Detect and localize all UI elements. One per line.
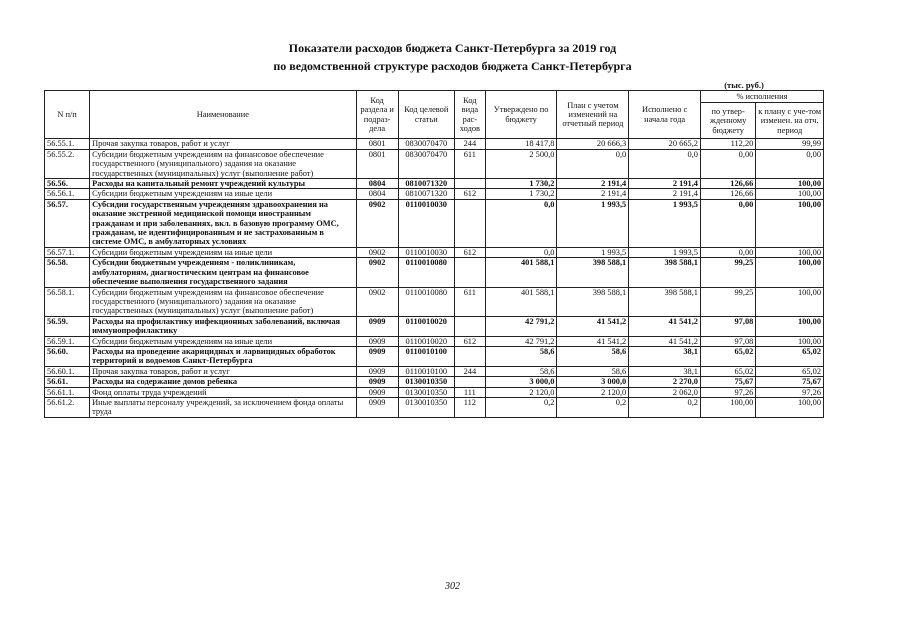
row-executed: 2 191,4	[629, 189, 701, 199]
row-approved: 3 000,0	[485, 377, 557, 387]
row-target-code: 0810071320	[398, 189, 454, 199]
row-vid-code: 244	[454, 139, 485, 149]
row-plan: 41 541,2	[557, 316, 629, 336]
table-row	[45, 316, 824, 336]
row-plan: 398 588,1	[557, 287, 629, 316]
row-approved: 1 730,2	[485, 189, 557, 199]
row-name: Фонд оплаты труда учреждений	[90, 387, 357, 397]
row-pct-plan: 100,00	[756, 189, 824, 199]
row-name: Прочая закупка товаров, работ и услуг	[90, 366, 357, 376]
row-razdel-code: 0909	[356, 346, 398, 366]
row-num: 56.57.	[45, 199, 90, 247]
row-executed: 2 191,4	[629, 179, 701, 189]
table-row	[45, 149, 824, 178]
row-name: Прочая закупка товаров, работ и услуг	[90, 139, 357, 149]
row-executed: 0,0	[629, 149, 701, 178]
row-approved: 0,0	[485, 199, 557, 247]
col-header-approved: Утверждено по бюджету	[485, 91, 557, 139]
row-executed: 2 062,0	[629, 387, 701, 397]
row-approved: 18 417,8	[485, 139, 557, 149]
row-vid-code	[454, 346, 485, 366]
col-header-pct-approved: по утвер-жденному бюджету	[700, 103, 755, 139]
row-executed: 38,1	[629, 346, 701, 366]
row-vid-code: 612	[454, 336, 485, 346]
table-row	[45, 189, 824, 199]
row-approved: 401 588,1	[485, 258, 557, 287]
row-approved: 401 588,1	[485, 287, 557, 316]
col-header-plan: План с учетом изменений на отчетный период	[557, 91, 629, 139]
row-target-code: 0110010100	[398, 366, 454, 376]
row-razdel-code: 0909	[356, 387, 398, 397]
row-vid-code	[454, 199, 485, 247]
row-num: 56.55.2.	[45, 149, 90, 178]
row-num: 56.58.	[45, 258, 90, 287]
row-pct-plan: 65,02	[756, 346, 824, 366]
row-plan: 0,0	[557, 149, 629, 178]
table-row	[45, 336, 824, 346]
row-vid-code: 111	[454, 387, 485, 397]
row-executed: 1 993,5	[629, 247, 701, 257]
col-header-pct-plan: к плану с уче-том изменен. на отч. период	[756, 103, 824, 139]
row-plan: 398 588,1	[557, 258, 629, 287]
row-name: Иные выплаты персоналу учреждений, за исключением фонда оплаты труда	[90, 397, 357, 417]
row-pct-plan: 100,00	[756, 336, 824, 346]
row-pct-approved: 99,25	[700, 258, 755, 287]
row-pct-plan: 65,02	[756, 366, 824, 376]
row-num: 56.61.1.	[45, 387, 90, 397]
table-body	[45, 139, 824, 417]
row-num: 56.60.1.	[45, 366, 90, 376]
row-target-code: 0110010080	[398, 287, 454, 316]
row-razdel-code: 0909	[356, 336, 398, 346]
row-num: 56.55.1.	[45, 139, 90, 149]
row-executed: 41 541,2	[629, 316, 701, 336]
row-plan: 0,2	[557, 397, 629, 417]
row-vid-code: 612	[454, 189, 485, 199]
row-pct-approved: 75,67	[700, 377, 755, 387]
row-approved: 58,6	[485, 346, 557, 366]
page-title-line1: Показатели расходов бюджета Санкт-Петербурга за 2019 год	[288, 41, 617, 55]
row-name: Субсидии бюджетным учреждениям на иные цели	[90, 247, 357, 257]
row-pct-plan: 99,99	[756, 139, 824, 149]
row-name: Субсидии государственным учреждениям здравоохранения на оказание экстренной медицинской помощи иностранным гражданам и при заболеваниях, вкл. в базовую программу ОМС, гражданам, не идентифицированным и не застрахованным в системе ОМС, в амбулаторных условиях	[90, 199, 357, 247]
table-row	[45, 387, 824, 397]
row-pct-plan: 100,00	[756, 258, 824, 287]
row-name: Расходы на профилактику инфекционных заболеваний, включая иммунопрофилактику	[90, 316, 357, 336]
row-num: 56.56.1.	[45, 189, 90, 199]
col-header-target: Код целевой статьи	[398, 91, 454, 139]
row-razdel-code: 0909	[356, 397, 398, 417]
row-vid-code: 112	[454, 397, 485, 417]
col-header-num: N п/п	[45, 91, 90, 139]
units-label: (тыс. руб.)	[724, 80, 764, 90]
table-header-row	[45, 91, 824, 103]
col-header-razdel: Код раздела и подраз-дела	[356, 91, 398, 139]
row-pct-approved: 0,00	[700, 199, 755, 247]
row-razdel-code: 0902	[356, 199, 398, 247]
row-approved: 42 791,2	[485, 336, 557, 346]
row-razdel-code: 0909	[356, 366, 398, 376]
row-name: Субсидии бюджетным учреждениям на финансовое обеспечение государственного (муниципального) задания на оказание государственных (муниципальных) услуг (выполнение работ)	[90, 149, 357, 178]
row-plan: 2 120,0	[557, 387, 629, 397]
col-header-vid: Код вида рас-ходов	[454, 91, 485, 139]
row-target-code: 0110010100	[398, 346, 454, 366]
budget-table	[44, 90, 824, 418]
row-plan: 58,6	[557, 346, 629, 366]
row-pct-approved: 126,66	[700, 179, 755, 189]
table-row	[45, 377, 824, 387]
row-pct-approved: 0,00	[700, 149, 755, 178]
row-executed: 41 541,2	[629, 336, 701, 346]
row-name: Субсидии бюджетным учреждениям на иные цели	[90, 189, 357, 199]
col-header-executed: Исполнено с начала года	[629, 91, 701, 139]
row-target-code: 0830070470	[398, 149, 454, 178]
row-target-code: 0110010080	[398, 258, 454, 287]
row-vid-code	[454, 179, 485, 189]
row-plan: 20 666,3	[557, 139, 629, 149]
row-num: 56.56.	[45, 179, 90, 189]
row-razdel-code: 0801	[356, 149, 398, 178]
row-num: 56.61.2.	[45, 397, 90, 417]
row-target-code: 0110010020	[398, 316, 454, 336]
row-vid-code: 612	[454, 247, 485, 257]
row-plan: 41 541,2	[557, 336, 629, 346]
row-pct-approved: 97,26	[700, 387, 755, 397]
row-num: 56.57.1.	[45, 247, 90, 257]
row-pct-plan: 75,67	[756, 377, 824, 387]
row-pct-approved: 0,00	[700, 247, 755, 257]
row-pct-plan: 100,00	[756, 199, 824, 247]
row-target-code: 0110010030	[398, 247, 454, 257]
row-target-code: 0810071320	[398, 179, 454, 189]
table-row	[45, 397, 824, 417]
row-target-code: 0110010020	[398, 336, 454, 346]
table-row	[45, 139, 824, 149]
row-target-code: 0130010350	[398, 377, 454, 387]
row-name: Расходы на проведение акарицидных и ларвицидных обработок территорий и водоемов Санкт-Петербурга	[90, 346, 357, 366]
row-pct-approved: 97,08	[700, 316, 755, 336]
table-row	[45, 199, 824, 247]
page-title-line2: по ведомственной структуре расходов бюджета Санкт-Петербурга	[273, 59, 632, 73]
row-executed: 2 270,0	[629, 377, 701, 387]
row-plan: 1 993,5	[557, 199, 629, 247]
row-num: 56.58.1.	[45, 287, 90, 316]
row-target-code: 0110010030	[398, 199, 454, 247]
row-executed: 20 665,2	[629, 139, 701, 149]
table-row	[45, 346, 824, 366]
row-vid-code: 244	[454, 366, 485, 376]
row-approved: 42 791,2	[485, 316, 557, 336]
row-target-code: 0130010350	[398, 397, 454, 417]
row-num: 56.60.	[45, 346, 90, 366]
table-row	[45, 247, 824, 257]
row-pct-plan: 0,00	[756, 149, 824, 178]
row-vid-code	[454, 316, 485, 336]
row-pct-plan: 100,00	[756, 316, 824, 336]
row-pct-plan: 100,00	[756, 179, 824, 189]
col-header-name: Наименование	[90, 91, 357, 139]
table-row	[45, 258, 824, 287]
row-target-code: 0130010350	[398, 387, 454, 397]
row-vid-code	[454, 258, 485, 287]
table-row	[45, 287, 824, 316]
row-vid-code: 611	[454, 287, 485, 316]
row-executed: 0,2	[629, 397, 701, 417]
row-pct-plan: 100,00	[756, 397, 824, 417]
row-name: Субсидии бюджетным учреждениям на иные цели	[90, 336, 357, 346]
row-razdel-code: 0902	[356, 287, 398, 316]
row-razdel-code: 0804	[356, 179, 398, 189]
row-razdel-code: 0801	[356, 139, 398, 149]
row-num: 56.61.	[45, 377, 90, 387]
row-pct-plan: 100,00	[756, 287, 824, 316]
row-target-code: 0830070470	[398, 139, 454, 149]
table-row	[45, 179, 824, 189]
row-pct-approved: 100,00	[700, 397, 755, 417]
row-executed: 38,1	[629, 366, 701, 376]
row-approved: 0,0	[485, 247, 557, 257]
row-razdel-code: 0909	[356, 316, 398, 336]
row-num: 56.59.1.	[45, 336, 90, 346]
row-vid-code	[454, 377, 485, 387]
row-approved: 1 730,2	[485, 179, 557, 189]
row-name: Расходы на капитальный ремонт учреждений культуры	[90, 179, 357, 189]
row-name: Субсидии бюджетным учреждениям на финансовое обеспечение государственного (муниципального) задания на оказание государственных (муниципальных) услуг (выполнение работ)	[90, 287, 357, 316]
row-executed: 398 588,1	[629, 287, 701, 316]
row-vid-code: 611	[454, 149, 485, 178]
row-approved: 2 120,0	[485, 387, 557, 397]
row-executed: 398 588,1	[629, 258, 701, 287]
row-plan: 58,6	[557, 366, 629, 376]
page-number: 302	[445, 581, 460, 592]
row-executed: 1 993,5	[629, 199, 701, 247]
row-razdel-code: 0909	[356, 377, 398, 387]
row-pct-approved: 65,02	[700, 346, 755, 366]
row-plan: 2 191,4	[557, 189, 629, 199]
row-pct-approved: 65,02	[700, 366, 755, 376]
row-pct-approved: 97,08	[700, 336, 755, 346]
row-pct-plan: 97,26	[756, 387, 824, 397]
row-pct-approved: 126,66	[700, 189, 755, 199]
row-approved: 2 500,0	[485, 149, 557, 178]
row-plan: 3 000,0	[557, 377, 629, 387]
row-razdel-code: 0902	[356, 258, 398, 287]
row-plan: 2 191,4	[557, 179, 629, 189]
row-name: Субсидии бюджетным учреждениям - поликлиникам, амбулаториям, диагностическим центрам на финансовое обеспечение выполнения государственного задания	[90, 258, 357, 287]
row-plan: 1 993,5	[557, 247, 629, 257]
row-pct-approved: 112,20	[700, 139, 755, 149]
row-num: 56.59.	[45, 316, 90, 336]
row-razdel-code: 0902	[356, 247, 398, 257]
table-row	[45, 366, 824, 376]
row-approved: 0,2	[485, 397, 557, 417]
row-name: Расходы на содержание домов ребенка	[90, 377, 357, 387]
row-approved: 58,6	[485, 366, 557, 376]
col-header-pct-group: % исполнения	[700, 91, 823, 103]
row-pct-approved: 99,25	[700, 287, 755, 316]
row-razdel-code: 0804	[356, 189, 398, 199]
row-pct-plan: 100,00	[756, 247, 824, 257]
